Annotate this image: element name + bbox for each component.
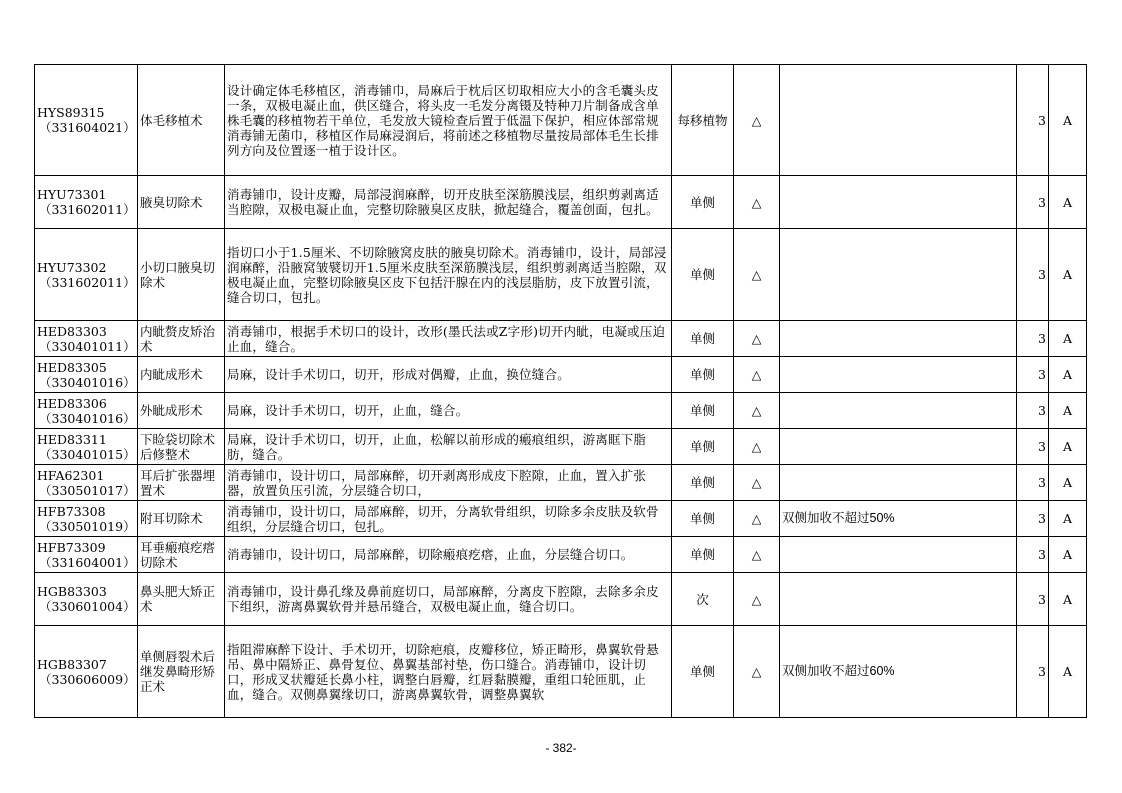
item-code-sub: （330606009） (39, 671, 136, 687)
item-note (780, 357, 1017, 393)
item-unit: 单侧 (672, 229, 734, 321)
item-code: HED83311 (37, 431, 107, 447)
item-class: A (1049, 65, 1087, 176)
item-ratio: 3 (1017, 229, 1049, 321)
item-content: 消毒铺巾，根据手术切口的设计，改形(墨氏法或Z字形)切开内眦，电凝或压迫止血，缝合。 (225, 321, 672, 357)
item-code-sub: （330501017） (39, 482, 136, 498)
item-class: A (1049, 537, 1087, 573)
item-ratio: 3 (1017, 429, 1049, 465)
item-code: HED83305 (37, 359, 107, 375)
item-code-cell (35, 176, 138, 229)
item-code: HYU73301 (37, 187, 107, 202)
item-unit: 次 (672, 573, 734, 626)
table-row (35, 321, 1087, 357)
item-note (780, 429, 1017, 465)
item-code-sub: （330401016） (39, 410, 136, 426)
item-unit: 每移植物 (672, 65, 734, 176)
item-name: 体毛移植术 (138, 65, 225, 176)
item-unit: 单侧 (672, 393, 734, 429)
item-content: 消毒铺巾，设计切口，局部麻醉，切开，分离软骨组织，切除多余皮肤及软骨组织，分层缝合切口，包扎。 (225, 501, 672, 537)
item-unit: 单侧 (672, 357, 734, 393)
triangle-mark: △ (734, 321, 780, 357)
item-name: 耳后扩张器埋置术 (138, 465, 225, 501)
item-content: 指切口小于1.5厘米、不切除腋窝皮肤的腋臭切除术。消毒铺巾，设计，局部浸润麻醉，沿腋窝皱襞切开1.5厘米皮肤至深筋膜浅层，组织剪剥离适当腔隙，双极电凝止血，完整切除腋臭区皮下包括汗腺在内的浅层脂肪，皮下放置引流，缝合切口，包扎。 (225, 229, 672, 321)
item-note: 双侧加收不超过50% (780, 501, 1017, 537)
item-class: A (1049, 357, 1087, 393)
item-note (780, 176, 1017, 229)
item-content: 指阻滞麻醉下设计、手术切开，切除疤痕，皮瓣移位，矫正畸形，鼻翼软骨悬吊、鼻中隔矫正、鼻骨复位、鼻翼基部衬垫，伤口缝合。消毒铺巾，设计切口，形成叉状瓣延长鼻小柱，调整白唇瓣，红唇黏膜瓣，重组口轮匝肌，止血，缝合。双侧鼻翼缘切口，游离鼻翼软骨，调整鼻翼软 (225, 626, 672, 718)
item-code-cell (35, 357, 138, 393)
table-row (35, 537, 1087, 573)
item-class: A (1049, 465, 1087, 501)
item-code: HED83303 (37, 323, 107, 339)
item-name: 内眦成形术 (138, 357, 225, 393)
table-row (35, 429, 1087, 465)
item-class: A (1049, 393, 1087, 429)
item-code-cell (35, 626, 138, 718)
item-class: A (1049, 626, 1087, 718)
item-class: A (1049, 176, 1087, 229)
item-ratio: 3 (1017, 357, 1049, 393)
item-note: 双侧加收不超过60% (780, 626, 1017, 718)
item-class: A (1049, 321, 1087, 357)
item-unit: 单侧 (672, 321, 734, 357)
item-code: HFB73309 (37, 539, 106, 555)
table-row (35, 176, 1087, 229)
item-code-cell (35, 573, 138, 626)
table-body (35, 65, 1087, 718)
item-ratio: 3 (1017, 573, 1049, 626)
item-content: 局麻，设计手术切口，切开，形成对偶瓣，止血，换位缝合。 (225, 357, 672, 393)
item-content: 消毒铺巾，设计皮瓣，局部浸润麻醉，切开皮肤至深筋膜浅层，组织剪剥离适当腔隙，双极电凝止血，完整切除腋臭区皮肤，掀起缝合，覆盖创面，包扎。 (225, 176, 672, 229)
item-note (780, 65, 1017, 176)
item-name: 单侧唇裂术后继发鼻畸形矫正术 (138, 626, 225, 718)
item-name: 耳垂瘢痕疙瘩切除术 (138, 537, 225, 573)
triangle-mark: △ (734, 537, 780, 573)
item-code-cell (35, 465, 138, 501)
item-code-sub: （330401011） (39, 338, 136, 354)
table-row (35, 465, 1087, 501)
item-class: A (1049, 229, 1087, 321)
item-ratio: 3 (1017, 176, 1049, 229)
item-ratio: 3 (1017, 465, 1049, 501)
item-code-cell (35, 393, 138, 429)
item-content: 消毒铺巾，设计切口，局部麻醉，切开剥离形成皮下腔隙，止血，置入扩张器，放置负压引流，分层缝合切口， (225, 465, 672, 501)
item-name: 腋臭切除术 (138, 176, 225, 229)
item-note (780, 321, 1017, 357)
item-note (780, 537, 1017, 573)
item-content: 设计确定体毛移植区，消毒铺巾，局麻后于枕后区切取相应大小的含毛囊头皮一条，双极电凝止血，供区缝合，将头皮一毛发分离镊及特种刀片制备成含单株毛囊的移植物若干单位，毛发放大镜检查后置于低温下保护，相应体部常规消毒铺无菌巾，移植区作局麻浸润后，将前述之移植物尽量按局部体毛生长排列方向及位置逐一植于设计区。 (225, 65, 672, 176)
item-code-sub: （331602011） (39, 274, 136, 290)
triangle-mark: △ (734, 229, 780, 321)
item-code: HFA62301 (37, 467, 105, 483)
item-code-cell (35, 537, 138, 573)
item-code-sub: （331604021） (39, 120, 136, 135)
table-row (35, 65, 1087, 176)
fee-table (34, 64, 1087, 718)
item-code-sub: （330401016） (39, 374, 136, 390)
item-unit: 单侧 (672, 626, 734, 718)
item-content: 消毒铺巾，设计切口，局部麻醉，切除瘢痕疙瘩，止血，分层缝合切口。 (225, 537, 672, 573)
item-class: A (1049, 429, 1087, 465)
triangle-mark: △ (734, 429, 780, 465)
item-code: HED83306 (37, 395, 107, 411)
table-row (35, 393, 1087, 429)
item-code-cell (35, 65, 138, 176)
item-code: HFB73308 (37, 503, 106, 519)
item-name: 下睑袋切除术后修整术 (138, 429, 225, 465)
item-class: A (1049, 573, 1087, 626)
item-code-sub: （330501019） (39, 518, 136, 534)
item-code-sub: （330401015） (39, 446, 136, 462)
table-row (35, 229, 1087, 321)
item-content: 局麻，设计手术切口，切开，止血，缝合。 (225, 393, 672, 429)
item-code-cell (35, 501, 138, 537)
page-number: - 382- (545, 741, 577, 755)
item-name: 附耳切除术 (138, 501, 225, 537)
item-unit: 单侧 (672, 429, 734, 465)
triangle-mark: △ (734, 465, 780, 501)
item-name: 鼻头肥大矫正术 (138, 573, 225, 626)
item-code: HGB83307 (37, 656, 107, 672)
triangle-mark: △ (734, 393, 780, 429)
triangle-mark: △ (734, 573, 780, 626)
triangle-mark: △ (734, 626, 780, 718)
table-row (35, 573, 1087, 626)
item-code-cell (35, 229, 138, 321)
table-row (35, 626, 1087, 718)
item-ratio: 3 (1017, 501, 1049, 537)
item-note (780, 393, 1017, 429)
item-code-cell (35, 321, 138, 357)
table-row (35, 357, 1087, 393)
item-ratio: 3 (1017, 393, 1049, 429)
item-code: HYU73302 (37, 259, 107, 275)
triangle-mark: △ (734, 176, 780, 229)
item-unit: 单侧 (672, 176, 734, 229)
item-unit: 单侧 (672, 501, 734, 537)
item-code-sub: （331602011） (39, 202, 136, 217)
table-row (35, 501, 1087, 537)
item-name: 小切口腋臭切除术 (138, 229, 225, 321)
item-ratio: 3 (1017, 65, 1049, 176)
item-content: 局麻，设计手术切口，切开，止血，松解以前形成的瘢痕组织，游离眶下脂肪，缝合。 (225, 429, 672, 465)
item-name: 外眦成形术 (138, 393, 225, 429)
item-ratio: 3 (1017, 626, 1049, 718)
item-unit: 单侧 (672, 537, 734, 573)
item-name: 内眦赘皮矫治术 (138, 321, 225, 357)
item-content: 消毒铺巾，设计鼻孔缘及鼻前庭切口，局部麻醉，分离皮下腔隙，去除多余皮下组织，游离鼻翼软骨并悬吊缝合，双极电凝止血，缝合切口。 (225, 573, 672, 626)
item-ratio: 3 (1017, 321, 1049, 357)
triangle-mark: △ (734, 501, 780, 537)
item-code: HGB83303 (37, 584, 107, 599)
item-code: HYS89315 (37, 105, 105, 120)
triangle-mark: △ (734, 65, 780, 176)
item-code-sub: （330601004） (39, 599, 136, 614)
item-note (780, 465, 1017, 501)
item-unit: 单侧 (672, 465, 734, 501)
item-note (780, 229, 1017, 321)
item-note (780, 573, 1017, 626)
triangle-mark: △ (734, 357, 780, 393)
item-code-cell (35, 429, 138, 465)
item-ratio: 3 (1017, 537, 1049, 573)
item-class: A (1049, 501, 1087, 537)
item-code-sub: （331604001） (39, 554, 136, 570)
